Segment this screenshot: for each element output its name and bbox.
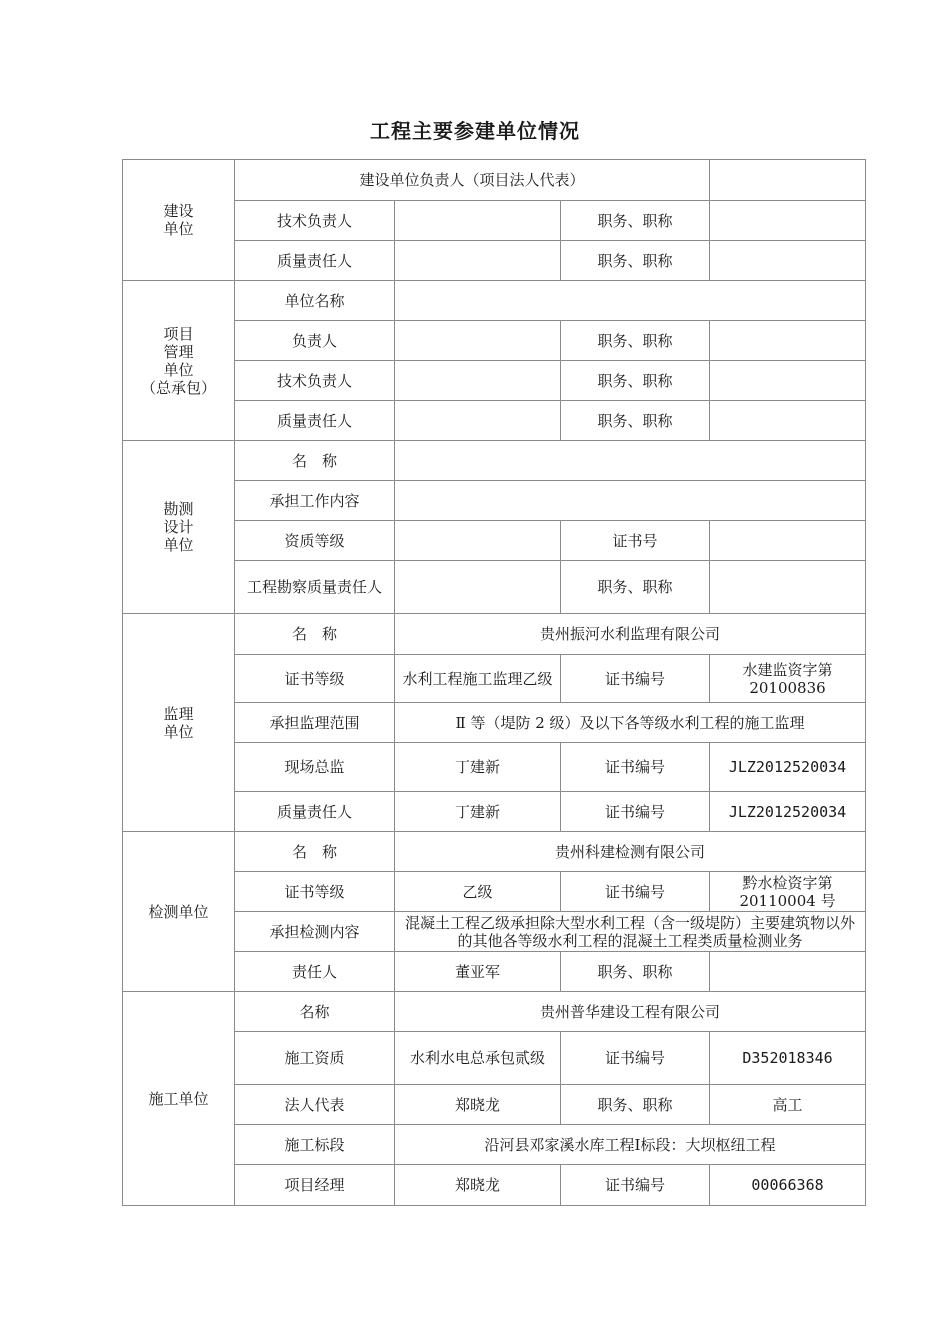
field-label: 证书编号 bbox=[561, 872, 710, 912]
field-label: 施工资质 bbox=[235, 1032, 395, 1085]
field-label: 名 称 bbox=[235, 441, 395, 481]
survey-row-qualification bbox=[123, 521, 866, 561]
supervision-row-cert-grade bbox=[123, 655, 866, 703]
group-label-supervision: 监理 单位 bbox=[123, 614, 235, 832]
field-label: 名 称 bbox=[235, 614, 395, 655]
field-label: 名 称 bbox=[235, 832, 395, 872]
page-title: 工程主要参建单位情况 bbox=[370, 119, 580, 143]
group-label-survey-design: 勘测 设计 单位 bbox=[123, 441, 235, 614]
group-label-testing: 检测单位 bbox=[123, 832, 235, 992]
field-label: 名称 bbox=[235, 992, 395, 1032]
field-label: 职务、职称 bbox=[561, 321, 710, 361]
supervision-row-scope bbox=[123, 703, 866, 743]
field-label: 证书编号 bbox=[561, 655, 710, 703]
field-value[interactable] bbox=[710, 241, 866, 281]
field-label: 建设单位负责人（项目法人代表） bbox=[235, 160, 710, 201]
field-label: 技术负责人 bbox=[235, 361, 395, 401]
field-value: 水利水电总承包贰级 bbox=[395, 1032, 561, 1085]
field-label: 法人代表 bbox=[235, 1085, 395, 1125]
field-value[interactable] bbox=[395, 281, 866, 321]
field-value[interactable] bbox=[395, 401, 561, 441]
contractor-row-qualification bbox=[123, 1032, 866, 1085]
field-value[interactable] bbox=[395, 361, 561, 401]
field-value: 水建监资字第20100836 bbox=[710, 655, 866, 703]
owner-row-quality-lead bbox=[123, 241, 866, 281]
field-value: 丁建新 bbox=[395, 743, 561, 792]
field-value[interactable] bbox=[710, 361, 866, 401]
field-label: 现场总监 bbox=[235, 743, 395, 792]
field-value[interactable] bbox=[395, 521, 561, 561]
field-label: 质量责任人 bbox=[235, 401, 395, 441]
field-label: 工程勘察质量责任人 bbox=[235, 561, 395, 614]
field-value: 高工 bbox=[710, 1085, 866, 1125]
field-label: 承担监理范围 bbox=[235, 703, 395, 743]
field-value: D352018346 bbox=[710, 1032, 866, 1085]
field-value[interactable] bbox=[710, 561, 866, 614]
field-value: 沿河县邓家溪水库工程Ⅰ标段：大坝枢纽工程 bbox=[395, 1125, 866, 1165]
field-label: 技术负责人 bbox=[235, 201, 395, 241]
field-label: 质量责任人 bbox=[235, 241, 395, 281]
field-label: 职务、职称 bbox=[561, 952, 710, 992]
survey-row-quality-lead bbox=[123, 561, 866, 614]
field-value[interactable] bbox=[395, 561, 561, 614]
field-value: 00066368 bbox=[710, 1165, 866, 1206]
contractor-row-pm bbox=[123, 1165, 866, 1206]
field-value: 贵州振河水利监理有限公司 bbox=[395, 614, 866, 655]
field-label: 证书编号 bbox=[561, 1165, 710, 1206]
testing-row-principal bbox=[123, 952, 866, 992]
field-value[interactable] bbox=[395, 201, 561, 241]
testing-row-cert-grade bbox=[123, 872, 866, 912]
pm-row-tech-lead bbox=[123, 361, 866, 401]
contractor-row-section bbox=[123, 1125, 866, 1165]
field-label: 单位名称 bbox=[235, 281, 395, 321]
group-label-contractor: 施工单位 bbox=[123, 992, 235, 1206]
field-value: 郑晓龙 bbox=[395, 1085, 561, 1125]
field-label: 承担检测内容 bbox=[235, 912, 395, 952]
field-label: 证书编号 bbox=[561, 743, 710, 792]
field-value: 乙级 bbox=[395, 872, 561, 912]
field-value: Ⅱ 等（堤防 2 级）及以下各等级水利工程的施工监理 bbox=[395, 703, 866, 743]
field-label: 职务、职称 bbox=[561, 401, 710, 441]
field-value[interactable] bbox=[395, 241, 561, 281]
supervision-row-quality-lead bbox=[123, 792, 866, 832]
testing-row-scope bbox=[123, 912, 866, 952]
survey-row-name bbox=[123, 441, 866, 481]
group-label-project-mgmt: 项目 管理 单位 （总承包） bbox=[123, 281, 235, 441]
field-label: 承担工作内容 bbox=[235, 481, 395, 521]
field-label: 证书等级 bbox=[235, 872, 395, 912]
field-label: 资质等级 bbox=[235, 521, 395, 561]
contractor-row-name bbox=[123, 992, 866, 1032]
field-label: 责任人 bbox=[235, 952, 395, 992]
pm-row-unit-name bbox=[123, 281, 866, 321]
field-value: 水利工程施工监理乙级 bbox=[395, 655, 561, 703]
field-label: 职务、职称 bbox=[561, 201, 710, 241]
field-label: 证书等级 bbox=[235, 655, 395, 703]
field-label: 项目经理 bbox=[235, 1165, 395, 1206]
field-label: 职务、职称 bbox=[561, 1085, 710, 1125]
field-value[interactable] bbox=[395, 481, 866, 521]
field-label: 负责人 bbox=[235, 321, 395, 361]
field-value: 董亚军 bbox=[395, 952, 561, 992]
field-value: 丁建新 bbox=[395, 792, 561, 832]
owner-row-legal-rep bbox=[123, 160, 866, 201]
field-value: JLZ2012520034 bbox=[710, 792, 866, 832]
field-value: 贵州科建检测有限公司 bbox=[395, 832, 866, 872]
survey-row-scope bbox=[123, 481, 866, 521]
supervision-row-chief bbox=[123, 743, 866, 792]
pm-row-principal bbox=[123, 321, 866, 361]
field-value: 混凝土工程乙级承担除大型水利工程（含一级堤防）主要建筑物以外的其他各等级水利工程的混凝土工程类质量检测业务 bbox=[395, 912, 866, 952]
field-value[interactable] bbox=[710, 201, 866, 241]
field-value[interactable] bbox=[395, 321, 561, 361]
field-value[interactable] bbox=[710, 160, 866, 201]
field-value: 黔水检资字第 20110004 号 bbox=[710, 872, 866, 912]
field-value[interactable] bbox=[710, 521, 866, 561]
pm-row-quality-lead bbox=[123, 401, 866, 441]
participants-table bbox=[122, 159, 866, 1206]
field-value: 郑晓龙 bbox=[395, 1165, 561, 1206]
owner-row-tech-lead bbox=[123, 201, 866, 241]
field-value[interactable] bbox=[710, 321, 866, 361]
field-label: 证书编号 bbox=[561, 792, 710, 832]
field-value[interactable] bbox=[395, 441, 866, 481]
contractor-row-legal-rep bbox=[123, 1085, 866, 1125]
group-label-owner: 建设 单位 bbox=[123, 160, 235, 281]
testing-row-name bbox=[123, 832, 866, 872]
field-label: 质量责任人 bbox=[235, 792, 395, 832]
field-value[interactable] bbox=[710, 401, 866, 441]
field-value[interactable] bbox=[710, 952, 866, 992]
supervision-row-name bbox=[123, 614, 866, 655]
field-label: 职务、职称 bbox=[561, 241, 710, 281]
field-label: 施工标段 bbox=[235, 1125, 395, 1165]
field-label: 职务、职称 bbox=[561, 361, 710, 401]
field-value: 贵州普华建设工程有限公司 bbox=[395, 992, 866, 1032]
field-label: 证书编号 bbox=[561, 1032, 710, 1085]
field-label: 职务、职称 bbox=[561, 561, 710, 614]
field-label: 证书号 bbox=[561, 521, 710, 561]
field-value: JLZ2012520034 bbox=[710, 743, 866, 792]
